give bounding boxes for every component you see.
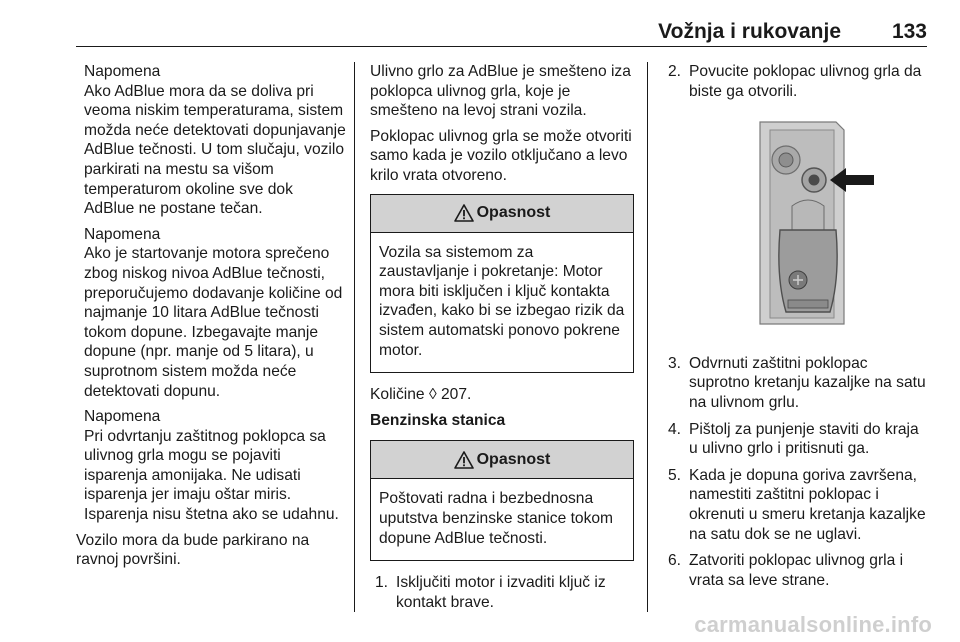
list-item [668, 551, 930, 590]
step-number: 5. [668, 466, 682, 484]
paragraph-location: Ulivno grlo za AdBlue je smešteno iza poklopca ulivnog grla, koje je smešteno na levoj strani vozila. [370, 63, 631, 120]
steps-list [370, 573, 634, 612]
paragraph-open-condition: Poklopac ulivnog grla se može otvoriti samo kada je vozilo otključano a levo krilo vrata otvoreno. [370, 127, 632, 184]
warning-title: Opasnost [476, 451, 551, 469]
column-2 [370, 62, 634, 619]
note [76, 62, 346, 219]
note-title: Napomena [84, 63, 161, 80]
column-divider [354, 62, 355, 612]
steps-list [668, 62, 930, 101]
list-item [668, 354, 930, 413]
page-header [76, 0, 927, 47]
list-item [668, 466, 930, 544]
warning-text: Poštovati radna i bezbednosna uputstva benzinske stanice tokom dopune AdBlue tečnosti. [379, 490, 614, 547]
watermark: carmanualsonline.info [694, 612, 932, 637]
column-1 [76, 62, 346, 576]
fuel-filler-illustration [688, 118, 926, 330]
step-text: Zatvoriti poklopac ulivnog grla i vrata sa leve strane. [689, 552, 904, 589]
note-text: Ako je startovanje motora sprečeno zbog niskog nivoa AdBlue tečnosti, preporučujemo dodavanje količine od najmanje 10 litara AdBlue tečnosti tokom dopune. Izbegavajte manje dopune (npr. manje od 5 litara), u suprotnom sistem možda neće detektovati dopunu. [84, 245, 343, 400]
warning-triangle-icon [454, 204, 474, 222]
note-text: Ako AdBlue mora da se doliva pri veoma niskim temperaturama, sistem možda neće detektovati dopunjavanje AdBlue tečnosti. U tom slučaju, vozilo parkirati na mestu sa višom temperaturom okoline sve dok AdBlue ne postane tečan. [84, 82, 346, 218]
header-title: Vožnja i rukovanje [658, 20, 841, 43]
step-text: Odvrnuti zaštitni poklopac suprotno kretanju kazaljke na satu na ulivnom grlu. [689, 354, 926, 411]
warning-triangle-icon [454, 451, 474, 469]
note-title: Napomena [84, 225, 161, 243]
warning-title: Opasnost [476, 204, 551, 222]
step-text: Kada je dopuna goriva završena, namestiti zaštitni poklopac i okrenuti u smeru kretanja kazaljke na satu dok se ne uglavi. [689, 466, 926, 543]
section-heading: Benzinska stanica [370, 411, 506, 429]
page-number: 133 [891, 20, 927, 43]
warning-header [371, 441, 633, 479]
list-item [370, 573, 634, 612]
column-3 [668, 62, 930, 597]
closing-paragraph: Vozilo mora da bude parkirano na ravnoj površini. [76, 531, 310, 569]
warning-text: Vozila sa sistemom za zaustavljanje i pokretanje: Motor mora biti isključen i ključ kontakta izvađen, kako bi se izbegao rizik da sistem automatski ponovo pokrene motor. [379, 243, 625, 359]
list-item [668, 62, 930, 101]
step-number: 2. [668, 63, 682, 80]
step-text: Isključiti motor i izvaditi ključ iz kontakt brave. [396, 574, 606, 611]
note [76, 407, 346, 525]
step-number: 1. [375, 574, 389, 592]
step-number: 6. [668, 552, 682, 570]
warning-box [370, 194, 634, 374]
list-item [668, 420, 930, 459]
note-title: Napomena [84, 408, 161, 426]
column-divider [647, 62, 648, 612]
step-text: Povucite poklopac ulivnog grla da biste ga otvorili. [689, 63, 922, 100]
step-number: 3. [668, 354, 682, 372]
quantities-reference: Količine ◊ 207. [370, 386, 472, 404]
warning-header [371, 195, 633, 233]
note [76, 225, 346, 401]
step-text: Pištolj za punjenje staviti do kraja u ulivno grlo i pritisnuti ga. [689, 420, 919, 458]
warning-box [370, 440, 634, 561]
note-text: Pri odvrtanju zaštitnog poklopca sa ulivnog grla mogu se pojaviti isparenja amonijaka. Ne udisati isparenja jer imaju oštar miris. Isparenja nisu štetna ako se udahnu. [84, 427, 339, 524]
steps-list [668, 354, 930, 591]
step-number: 4. [668, 420, 682, 438]
